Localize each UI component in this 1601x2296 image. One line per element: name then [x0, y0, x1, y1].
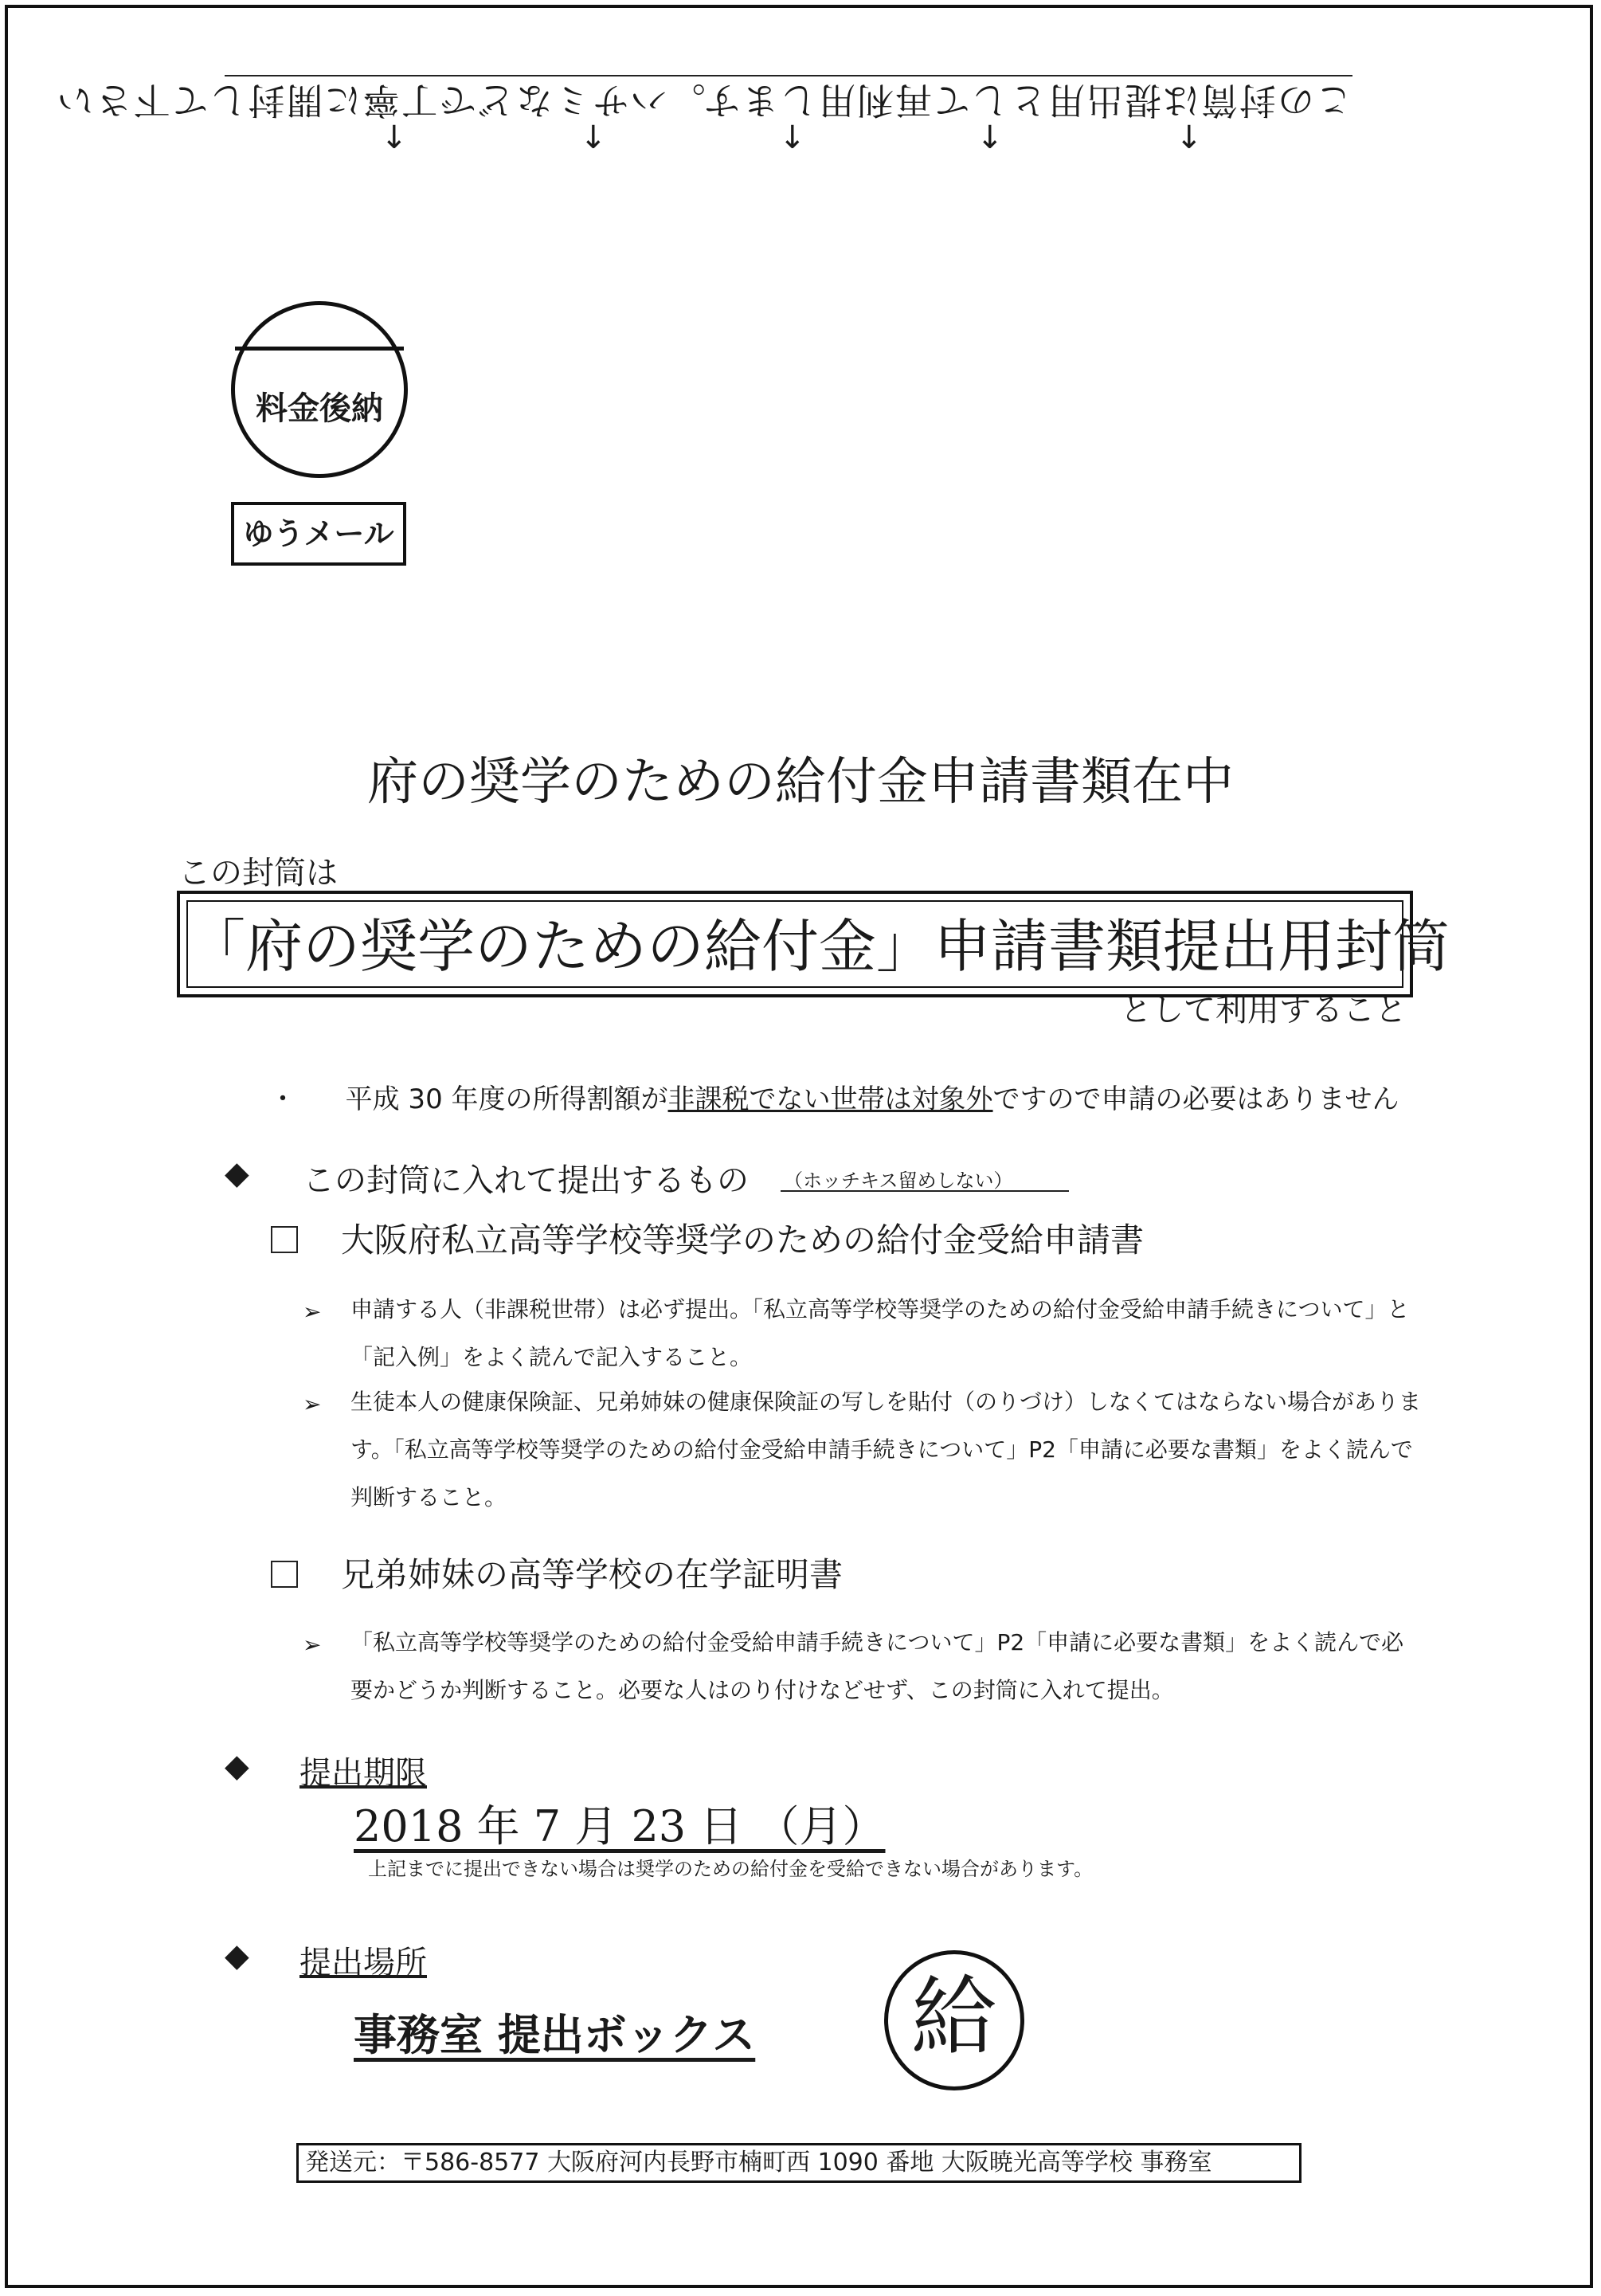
- stamp-text: 料金後納: [256, 390, 383, 427]
- contents-note-underline: [781, 1190, 1069, 1192]
- envelope-intro: この封筒は: [178, 855, 338, 891]
- checkbox-icon: [271, 1561, 298, 1588]
- checkbox-icon: [271, 1226, 298, 1253]
- flap-notice: この封筒は提出用として再利用します。ハサミなどで丁寧に開封して下さい: [55, 79, 1352, 122]
- deadline-heading: 提出期限: [299, 1755, 427, 1792]
- down-arrow-icon: ↓: [580, 120, 607, 156]
- envelope-title: 「府の奨学のための給付金」申請書類提出用封筒: [186, 900, 1403, 988]
- yu-mail-label: ゆうメール: [231, 502, 406, 566]
- deadline-note: 上記までに提出できない場合は奨学のための給付金を受給できない場合があります。: [368, 1858, 1094, 1880]
- checklist-item-label: 大阪府私立高等学校等奨学のための給付金受給申請書: [341, 1220, 1145, 1260]
- deadline-date: 2018 年 7 月 23 日 （月）: [354, 1801, 886, 1851]
- diamond-icon: ◆: [225, 1748, 249, 1785]
- note-suffix: ですので申請の必要はありません: [992, 1083, 1399, 1115]
- arrow-bullet-icon: ➢: [303, 1299, 322, 1325]
- diamond-icon: ◆: [225, 1937, 249, 1974]
- down-arrow-icon: ↓: [1176, 120, 1203, 156]
- contents-heading: この封筒に入れて提出するもの: [303, 1162, 749, 1199]
- item-2-bullet-1: 「私立高等学校等奨学のための給付金受給申請手続きについて」P2「申請に必要な書類」をよく読んで必要かどうか判断すること。必要な人はのり付けなどせず、この封筒に入れて提出。: [350, 1629, 1404, 1703]
- checklist-item-label: 兄弟姉妹の高等学校の在学証明書: [341, 1555, 844, 1594]
- stamp-bar: [235, 347, 404, 351]
- note-underlined: 非課税でない世帯は対象外: [667, 1083, 993, 1115]
- item-1-bullet-1: 申請する人（非課税世帯）は必ず提出。「私立高等学校等奨学のための給付金受給申請手続きについて」と「記入例」をよく読んで記入すること。: [350, 1296, 1410, 1370]
- contents-note: （ホッチキス留めしない）: [784, 1170, 1013, 1192]
- page-title: 府の奨学のための給付金申請書類在中: [367, 753, 1234, 812]
- sender-address: 発送元：〒586-8577 大阪府河内長野市楠町西 1090 番地 大阪暁光高等学校 事務室: [296, 2143, 1302, 2183]
- item-1-bullet-2: 生徒本人の健康保険証、兄弟姉妹の健康保険証の写しを貼付（のりづけ）しなくてはならない場合があります。「私立高等学校等奨学のための給付金受給申請手続きについて」P2「申請に必要な書類」をよく読んで判断すること。: [350, 1389, 1422, 1510]
- down-arrow-icon: ↓: [977, 120, 1004, 156]
- postage-fee-stamp: [231, 301, 408, 478]
- diamond-icon: ◆: [225, 1155, 249, 1192]
- note-prefix: 平成 30 年度の所得割額が: [345, 1083, 668, 1115]
- place-heading: 提出場所: [299, 1945, 427, 1981]
- arrow-bullet-icon: ➢: [303, 1632, 322, 1658]
- note-bullet: ・: [269, 1083, 296, 1115]
- checklist-item: [271, 1214, 1144, 1262]
- envelope-outro: として利用すること: [1120, 992, 1407, 1028]
- envelope-title-box: [177, 891, 1450, 997]
- eligibility-note: [269, 1077, 1399, 1116]
- benefit-seal: 給: [884, 1950, 1024, 2090]
- submission-place: 事務室 提出ボックス: [354, 2010, 756, 2060]
- checklist-item: [271, 1549, 843, 1597]
- down-arrow-icon: ↓: [381, 120, 408, 156]
- arrow-bullet-icon: ➢: [303, 1391, 322, 1417]
- down-arrow-icon: ↓: [779, 120, 806, 156]
